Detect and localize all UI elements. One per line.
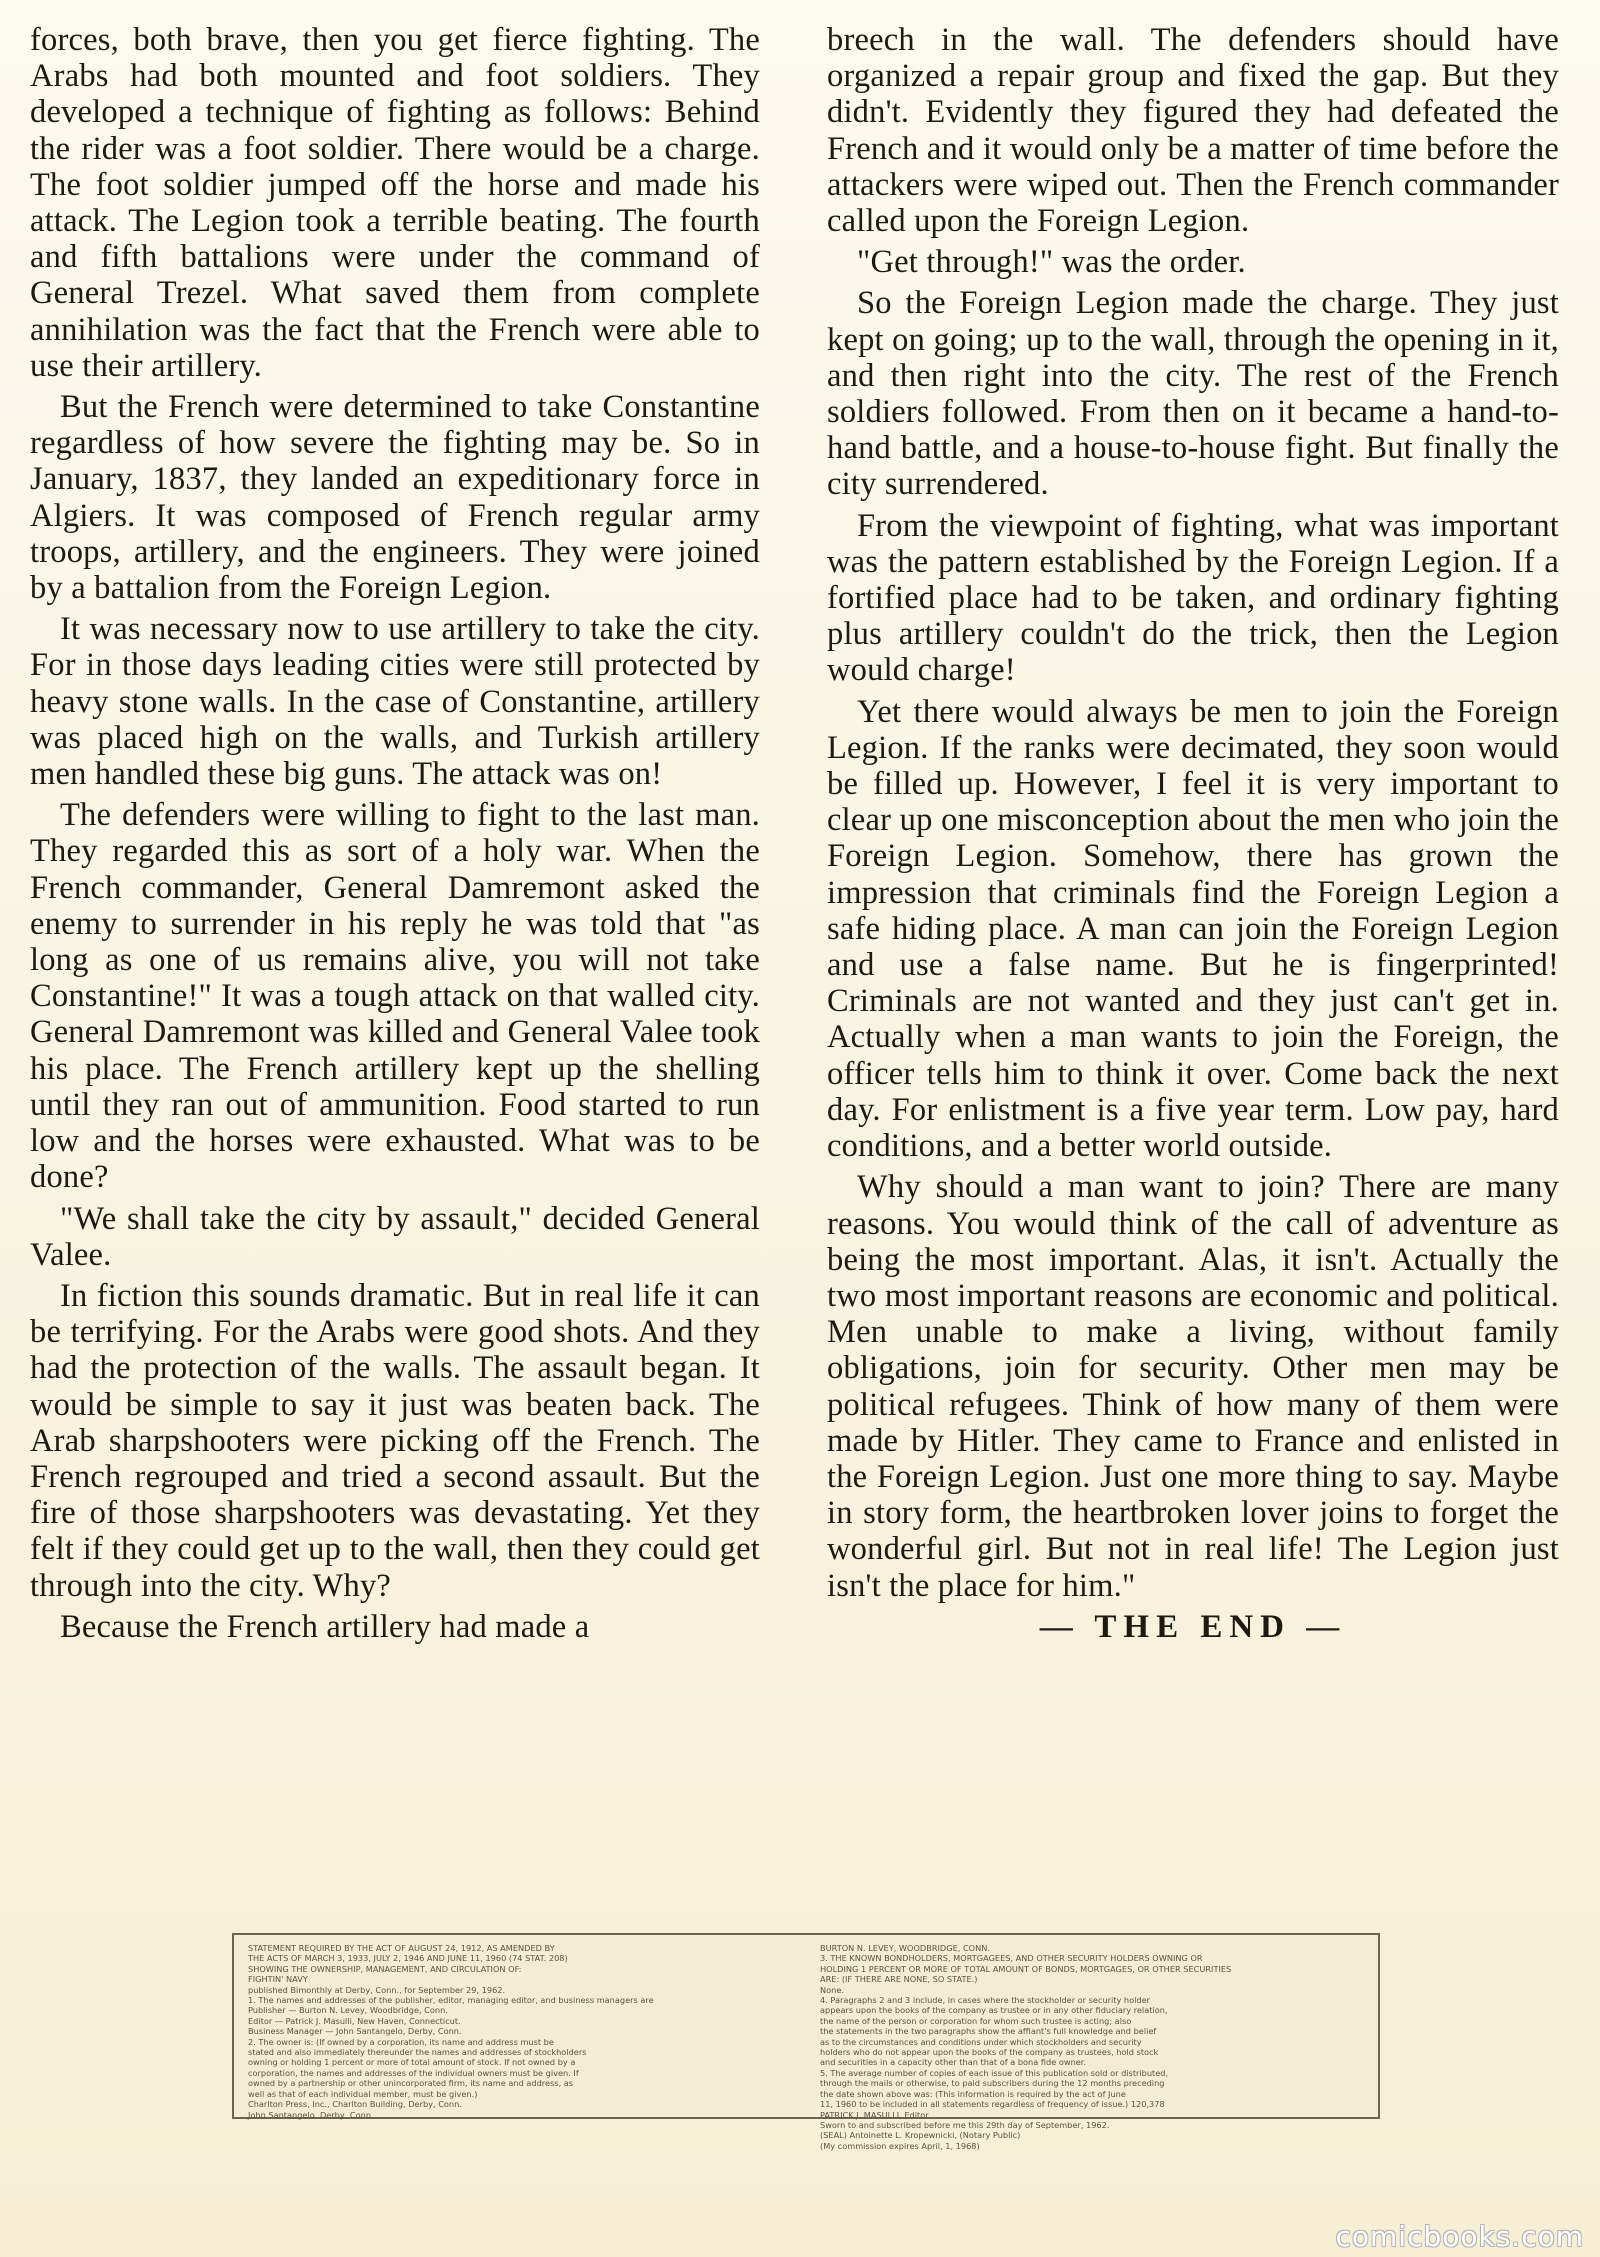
statement-line: None. [820,1984,844,1995]
statement-line: THE ACTS OF MARCH 3, 1933, JULY 2, 1946 AND JUNE 11, 1960 (74 STAT. 208) [248,1953,568,1964]
paragraph: breech in the wall. The defenders should have organized a repair group and fixed the gap. But they didn't. Evidently they figured they had defeated the French and it would only be a matter of time before the attackers were wiped out. Then the French commander called upon the Foreign Legion. [827,22,1559,240]
statement-line: through the mails or otherwise, to paid subscribers during the 12 months preceding [820,2078,1165,2089]
statement-line: Business Manager — John Santangelo, Derby, Conn. [248,2026,462,2037]
statement-line: 3. THE KNOWN BONDHOLDERS, MORTGAGEES, AND OTHER SECURITY HOLDERS OWNING OR [820,1953,1203,1964]
statement-line: and securities in a capacity other than that of a bona fide owner. [820,2057,1087,2068]
paragraph: It was necessary now to use artillery to take the city. For in those days leading cities were still protected by heavy stone walls. In the case of Constantine, artillery was placed high on the walls, and Turkish artillery men handled these big guns. The attack was on! [30,611,760,793]
article-columns [30,22,1570,1882]
statement-line: (SEAL) Antoinette L. Kropewnicki, (Notary Public) [820,2130,1021,2141]
statement-line: BURTON N. LEVEY, WOODBRIDGE, CONN. [820,1943,990,1953]
statement-line: appears upon the books of the company as trustee or in any other fiduciary relation, [820,2005,1168,2016]
paragraph: The defenders were willing to fight to the last man. They regarded this as sort of a holy war. When the French commander, General Damremont asked the enemy to surrender in his reply he was told that "as long as one of us remains alive, you will not take Constantine!" It was a tough attack on that walled city. General Damremont was killed and General Valee took his place. The French artillery kept up the shelling until they ran out of ammunition. Food started to run low and the horses were exhausted. What was to be done? [30,797,760,1196]
statement-line: ARE: (IF THERE ARE NONE, SO STATE.) [820,1974,978,1985]
statement-line: published Bimonthly at Derby, Conn., for September 29, 1962. [248,1984,506,1995]
statement-line: Sworn to and subscribed before me this 29th day of September, 1962. [820,2119,1110,2130]
statement-line: the name of the person or corporation for whom such trustee is acting; also [820,2015,1132,2026]
the-end-label: — THE END — [1039,1608,1347,1645]
paragraph: From the viewpoint of fighting, what was important was the pattern established by the Foreign Legion. If a fortified place had to be taken, and ordinary fighting plus artillery couldn't do the trick, then the Legion would charge! [827,507,1559,689]
left-column [30,22,760,1650]
statement-line: 2. The owner is: (If owned by a corporation, its name and address must be [248,2036,554,2047]
statement-line: HOLDING 1 PERCENT OR MORE OF TOTAL AMOUNT OF BONDS, MORTGAGES, OR OTHER SECURITIES [820,1963,1232,1974]
statement-line: 4. Paragraphs 2 and 3 include, in cases where the stockholder or security holder [820,1995,1151,2006]
statement-line: owned by a partnership or other unincorporated firm, its name and address, as [248,2078,574,2089]
site-watermark: comicbooks.com [1335,2220,1584,2253]
statement-line: FIGHTIN' NAVY [248,1974,308,1985]
statement-line: the statements in the two paragraphs show the affiant's full knowledge and belief [820,2026,1157,2037]
statement-line: as to the circumstances and conditions under which stockholders and security [820,2036,1142,2047]
paragraph: But the French were determined to take Constantine regardless of how severe the fighting may be. So in January, 1837, they landed an expeditionary force in Algiers. It was composed of French regular army troops, artillery, and the engineers. They were joined by a battalion from the Foreign Legion. [30,389,760,607]
paragraph: forces, both brave, then you get fierce fighting. The Arabs had both mounted and foot soldiers. They developed a technique of fighting as follows: Behind the rider was a foot soldier. There would be a charge. The foot soldier jumped off the horse and made his attack. The Legion took a terrible beating. The fourth and fifth battalions were under the command of General Trezel. What saved them from complete annihilation was the fact that the French were able to use their artillery. [30,22,760,384]
statement-line: holders who do not appear upon the books of the company as trustees, hold stock [820,2047,1159,2058]
statement-line: stated and also immediately thereunder the names and addresses of stockholders [248,2047,587,2058]
paragraph: So the Foreign Legion made the charge. They just kept on going; up to the wall, through the opening in it, and then right into the city. The rest of the French soldiers followed. From then on it became a hand-to-hand battle, and a house-to-house fight. But finally the city surrendered. [827,285,1559,503]
ownership-statement-box [232,1933,1380,2151]
statement-line: Charlton Press, Inc., Charlton Building, Derby, Conn. [248,2099,462,2110]
statement-line: the date shown above was: (This information is required by the act of June [820,2088,1126,2099]
statement-line: SHOWING THE OWNERSHIP, MANAGEMENT, AND CIRCULATION OF: [248,1963,522,1974]
statement-line: John Santangelo, Derby, Conn. [248,2109,374,2120]
right-column [827,22,1559,1645]
statement-line: corporation, the names and addresses of the individual owners must be given. If [248,2067,579,2078]
statement-line: 11, 1960 to be included in all statements regardless of frequency of issue.) 120,378 [820,2099,1165,2110]
paragraph: Because the French artillery had made a [60,1608,590,1645]
statement-line: 1. The names and addresses of the publisher, editor, managing editor, and business managers are [248,1995,654,2006]
paragraph: In fiction this sounds dramatic. But in real life it can be terrifying. For the Arabs were good shots. And they had the protection of the walls. The assault began. It would be simple to say it just was beaten back. The Arab sharpshooters were picking off the French. The French regrouped and tried a second assault. But the fire of those sharpshooters was devastating. Yet they felt if they could get up to the wall, then they could get through into the city. Why? [30,1277,760,1604]
statement-line: (My commission expires April, 1, 1968) [820,2140,980,2151]
statement-left-column [248,1943,798,2120]
paragraph: "We shall take the city by assault," decided General Valee. [30,1200,760,1273]
statement-line: STATEMENT REQUIRED BY THE ACT OF AUGUST 24, 1912, AS AMENDED BY [248,1943,555,1953]
statement-right-column [820,1943,1370,2151]
paragraph: Yet there would always be men to join the Foreign Legion. If the ranks were decimated, they soon would be filled up. However, I feel it is very important to clear up one misconception about the men who join the Foreign Legion. Somehow, there has grown the impression that criminals find the Foreign Legion a safe hiding place. A man can join the Foreign Legion and use a false name. But he is fingerprinted! Criminals are not wanted and they just can't get in. Actually when a man wants to join the Foreign, the officer tells him to think it over. Come back the next day. For enlistment is a five year term. Low pay, hard conditions, and a better world outside. [827,693,1559,1165]
statement-line: Publisher — Burton N. Levey, Woodbridge, Conn. [248,2005,448,2016]
statement-line: 5. The average number of copies of each issue of this publication sold or distributed, [820,2067,1169,2078]
paragraph: Why should a man want to join? There are many reasons. You would think of the call of adventure as being the most important. Alas, it isn't. Actually the two most important reasons are economic and political. Men unable to make a living, without family obligations, join for security. Other men may be political refugees. Think of how many of them were made by Hitler. They came to France and enlisted in the Foreign Legion. Just one more thing to say. Maybe in story form, the heartbroken lover joins to forget the wonderful girl. But not in real life! The Legion just isn't the place for him." [827,1169,1559,1604]
statement-line: PATRICK J. MASULLI, Editor [820,2109,929,2120]
paragraph: "Get through!" was the order. [857,244,1246,281]
statement-line: Editor — Patrick J. Masulli, New Haven, Connecticut. [248,2015,461,2026]
statement-line: owning or holding 1 percent or more of total amount of stock. If not owned by a [248,2057,576,2068]
statement-line: well as that of each individual member, must be given.) [248,2088,478,2099]
